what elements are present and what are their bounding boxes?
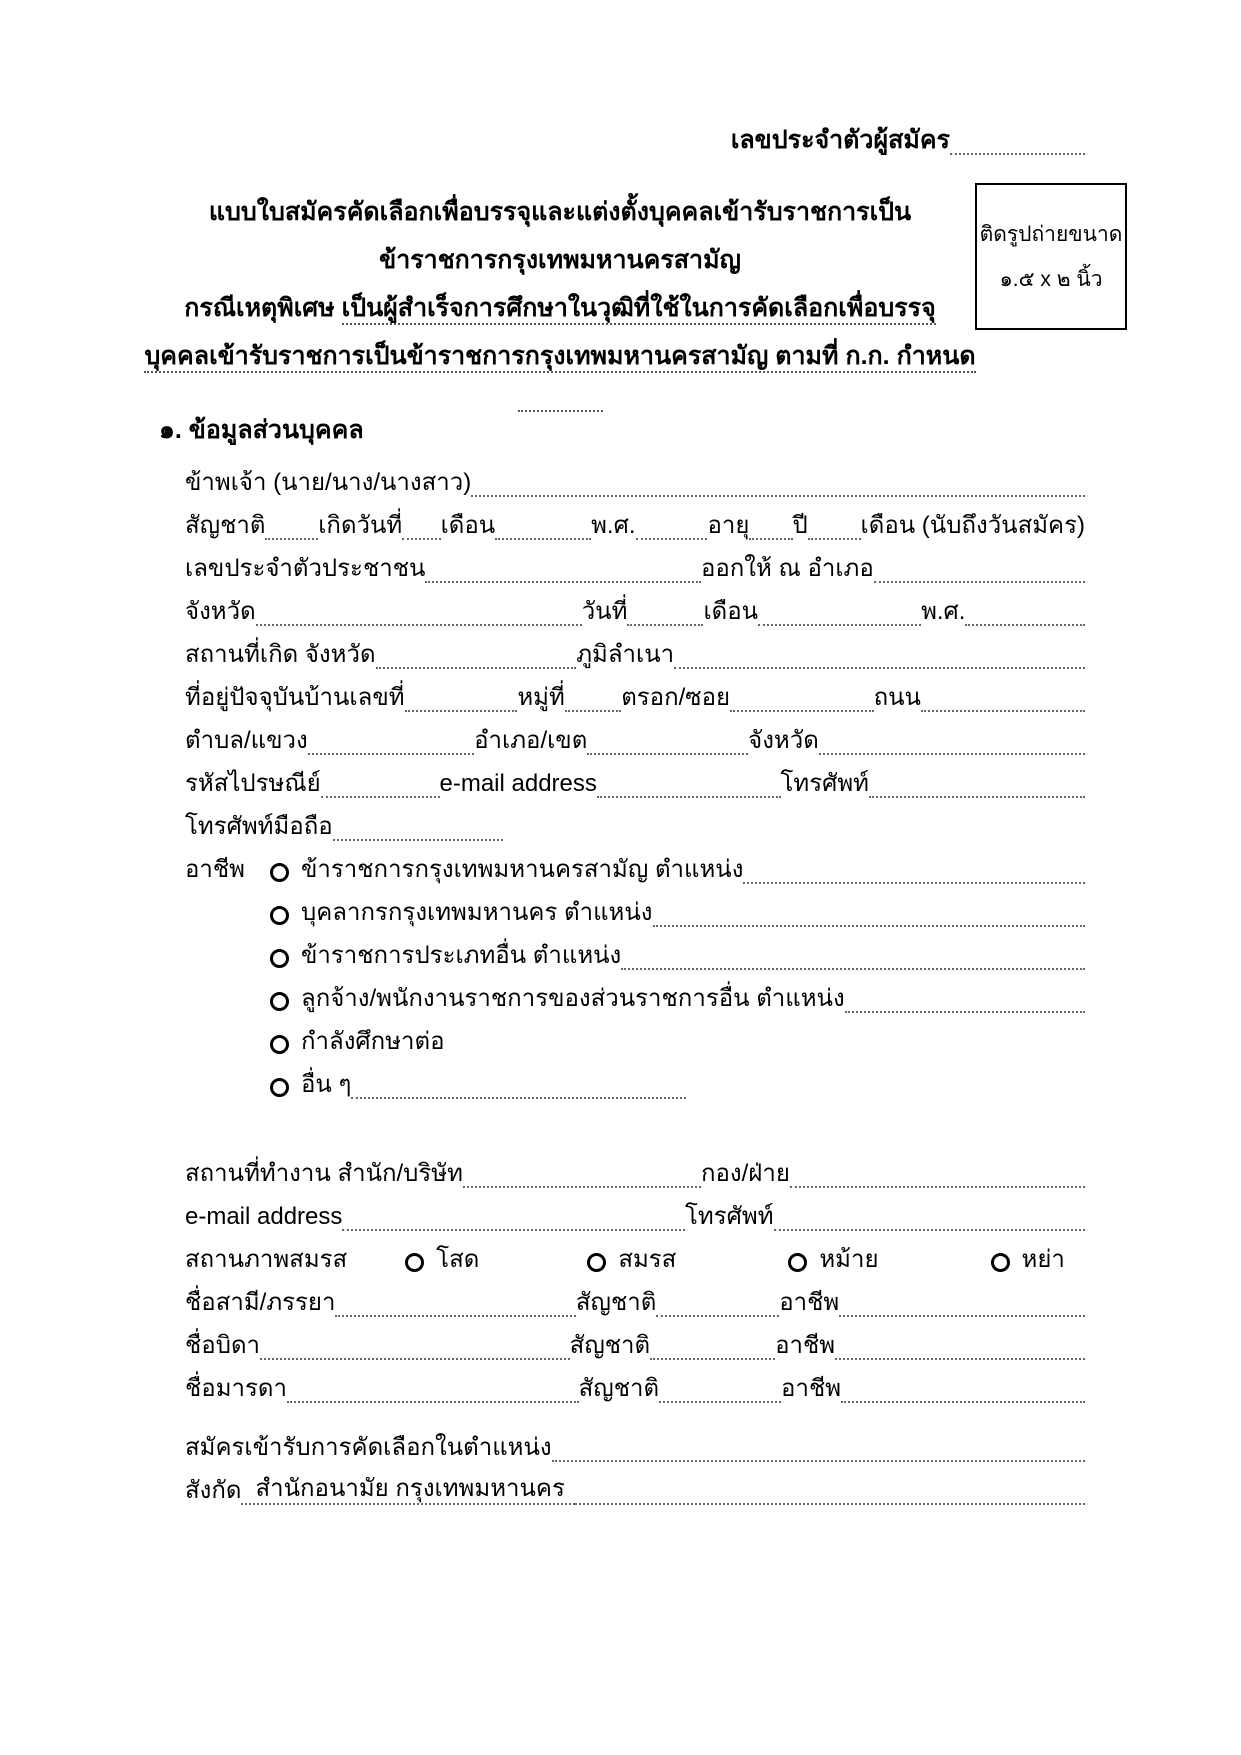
title-line-2: ข้าราชการกรุงเทพมหานครสามัญ (379, 246, 741, 274)
occupation-option-2-row (185, 884, 1085, 927)
father-nationality-label: สัญชาติ (569, 1332, 651, 1360)
marital-single-radio[interactable] (405, 1253, 424, 1272)
spouse-name-blank[interactable] (335, 1309, 575, 1317)
issue-day-label: วันที่ (581, 598, 628, 626)
apply-position-label: สมัครเข้ารับการคัดเลือกในตำแหน่ง (185, 1434, 552, 1462)
marital-divorced-label: หย่า (1021, 1246, 1065, 1274)
work-email-blank[interactable] (342, 1223, 685, 1231)
road-label: ถนน (873, 684, 921, 712)
birthplace-label: สถานที่เกิด จังหวัด (185, 641, 376, 669)
nationality-label: สัญชาติ (185, 512, 266, 540)
affiliation-blank[interactable] (575, 1497, 1085, 1505)
division-label: กอง/ฝ่าย (700, 1160, 790, 1188)
title-line-3-underlined: เป็นผู้สำเร็จการศึกษาในวุฒิที่ใช้ในการคัดเลือกเพื่อบรรจุ (342, 294, 936, 325)
birthdate-label: เกิดวันที่ (318, 512, 403, 540)
photo-box-text-1: ติดรูปถ่ายขนาด (979, 222, 1123, 246)
spacer (185, 1099, 1085, 1145)
birth-month-blank[interactable] (495, 532, 591, 540)
spacer (185, 1403, 1085, 1419)
moo-label: หมู่ที่ (517, 684, 565, 712)
occupation-option-1-radio[interactable] (270, 863, 289, 882)
mother-nationality-label: สัญชาติ (578, 1375, 660, 1403)
father-name-label: ชื่อบิดา (185, 1332, 260, 1360)
marital-option-divorced (991, 1247, 1065, 1274)
district-blank[interactable] (587, 747, 748, 755)
affiliation-value: สำนักอนามัย กรุงเทพมหานคร (241, 1476, 574, 1505)
applicant-number-row (731, 126, 1085, 155)
photo-box-text-2: ๑.๕ x ๒ นิ้ว (999, 267, 1103, 291)
mobile-row (185, 798, 1085, 841)
issue-year-label: พ.ศ. (921, 598, 966, 626)
occupation-option-5-row (185, 1013, 1085, 1056)
apply-position-row (185, 1419, 1085, 1462)
form-title (140, 188, 980, 428)
marital-single-label: โสด (436, 1246, 480, 1274)
occupation-option-4-label: ลูกจ้าง/พนักงานราชการของส่วนราชการอื่น ตำแหน่ง (301, 985, 845, 1013)
division-blank[interactable] (790, 1180, 1085, 1188)
spouse-nationality-blank[interactable] (656, 1309, 779, 1317)
marital-status-row (185, 1231, 1085, 1274)
citizen-id-blank[interactable] (425, 575, 701, 583)
father-occupation-label: อาชีพ (775, 1332, 836, 1360)
subdistrict-label: ตำบล/แขวง (185, 727, 308, 755)
age-months-blank[interactable] (808, 532, 861, 540)
issue-day-blank[interactable] (627, 618, 703, 626)
title-line-3-prefix: กรณีเหตุพิเศษ (184, 294, 335, 322)
nationality-blank[interactable] (265, 532, 318, 540)
occupation-option-3-position-blank[interactable] (621, 962, 1085, 970)
father-occupation-blank[interactable] (835, 1352, 1085, 1360)
occupation-option-5-radio[interactable] (270, 1035, 289, 1054)
id-issue-province-row (185, 583, 1085, 626)
marital-married-label: สมรส (618, 1246, 677, 1274)
name-blank[interactable] (471, 489, 1085, 497)
marital-married-radio[interactable] (587, 1253, 606, 1272)
spouse-occupation-label: อาชีพ (779, 1289, 840, 1317)
birthplace-blank[interactable] (376, 661, 577, 669)
occupation-option-6-label: อื่น ๆ (301, 1071, 352, 1099)
occupation-option-1-row (185, 841, 1085, 884)
birth-month-label: เดือน (440, 512, 496, 540)
father-nationality-blank[interactable] (650, 1352, 775, 1360)
work-email-row (185, 1188, 1085, 1231)
occupation-option-4-position-blank[interactable] (845, 1005, 1085, 1013)
spouse-row (185, 1274, 1085, 1317)
issued-at-blank[interactable] (874, 575, 1085, 583)
issue-month-blank[interactable] (758, 618, 921, 626)
occupation-option-3-row (185, 927, 1085, 970)
occupation-label: อาชีพ (185, 856, 245, 884)
occupation-option-2-label: บุคลากรกรุงเทพมหานคร ตำแหน่ง (301, 899, 653, 927)
occupation-option-5-label: กำลังศึกษาต่อ (301, 1028, 445, 1056)
applicant-number-blank[interactable] (950, 147, 1085, 155)
address-no-blank[interactable] (405, 704, 518, 712)
age-years-blank[interactable] (749, 532, 792, 540)
age-label: อายุ (707, 512, 750, 540)
affiliation-label: สังกัด (185, 1477, 242, 1505)
title-line-4-underlined: บุคคลเข้ารับราชการเป็นข้าราชการกรุงเทพมหานครสามัญ ตามที่ ก.ก. กำหนด (144, 342, 975, 373)
mobile-label: โทรศัพท์มือถือ (185, 813, 333, 841)
marital-status-label: สถานภาพสมรส (185, 1246, 348, 1274)
spouse-nationality-label: สัญชาติ (575, 1289, 657, 1317)
marital-widowed-label: หม้าย (819, 1246, 879, 1274)
apply-position-blank[interactable] (552, 1454, 1085, 1462)
citizen-id-label: เลขประจำตัวประชาชน (185, 555, 426, 583)
issue-year-blank[interactable] (965, 618, 1085, 626)
name-label: ข้าพเจ้า (นาย/นาง/นางสาว) (185, 469, 472, 497)
district-label: อำเภอ/เขต (474, 727, 588, 755)
title-line-3 (140, 284, 980, 332)
workplace-blank[interactable] (463, 1180, 701, 1188)
citizen-id-row (185, 540, 1085, 583)
work-phone-label: โทรศัพท์ (685, 1203, 774, 1231)
mother-occupation-label: อาชีพ (781, 1375, 842, 1403)
occupation-option-1-position-blank[interactable] (743, 876, 1085, 884)
mother-name-label: ชื่อมารดา (185, 1375, 287, 1403)
email-blank[interactable] (597, 790, 781, 798)
age-month-unit-label: เดือน (นับถึงวันสมัคร) (860, 512, 1085, 540)
road-blank[interactable] (921, 704, 1085, 712)
birthdate-blank[interactable] (402, 532, 440, 540)
address-province-blank[interactable] (819, 747, 1085, 755)
issue-province-label: จังหวัด (185, 598, 256, 626)
postcode-label: รหัสไปรษณีย์ (185, 770, 321, 798)
birth-year-blank[interactable] (636, 532, 708, 540)
domicile-blank[interactable] (674, 661, 1085, 669)
section-1-heading: ๑. ข้อมูลส่วนบุคคล (159, 416, 364, 444)
subdistrict-blank[interactable] (308, 747, 474, 755)
father-name-blank[interactable] (260, 1352, 570, 1360)
nationality-birth-row (185, 497, 1085, 540)
domicile-label: ภูมิลำเนา (576, 641, 675, 669)
mother-name-blank[interactable] (287, 1395, 579, 1403)
workplace-label: สถานที่ทำงาน สำนัก/บริษัท (185, 1160, 463, 1188)
title-line-1: แบบใบสมัครคัดเลือกเพื่อบรรจุและแต่งตั้งบุคคลเข้ารับราชการเป็น (208, 198, 912, 226)
work-phone-blank[interactable] (774, 1223, 1085, 1231)
postcode-row (185, 755, 1085, 798)
occupation-option-6-row (185, 1056, 1085, 1099)
photo-box (975, 183, 1127, 330)
address-no-label: ที่อยู่ปัจจุบันบ้านเลขที่ (185, 684, 405, 712)
soi-label: ตรอก/ซอย (621, 684, 731, 712)
issue-month-label: เดือน (703, 598, 759, 626)
occupation-option-6-blank[interactable] (351, 1091, 686, 1099)
phone-label: โทรศัพท์ (780, 770, 869, 798)
mother-nationality-blank[interactable] (659, 1395, 781, 1403)
email-label: e-mail address (439, 770, 597, 798)
soi-blank[interactable] (730, 704, 874, 712)
marital-widowed-radio[interactable] (788, 1253, 807, 1272)
mother-row (185, 1360, 1085, 1403)
father-row (185, 1317, 1085, 1360)
applicant-number-label: เลขประจำตัวผู้สมัคร (730, 126, 950, 154)
occupation-option-6-radio[interactable] (270, 1078, 289, 1097)
marital-option-single (405, 1247, 479, 1274)
address-province-label: จังหวัด (748, 727, 819, 755)
work-email-label: e-mail address (185, 1203, 343, 1231)
name-row (185, 454, 1085, 497)
age-year-unit-label: ปี (792, 512, 808, 540)
phone-blank[interactable] (869, 790, 1085, 798)
marital-divorced-radio[interactable] (991, 1253, 1010, 1272)
marital-option-widowed (788, 1247, 878, 1274)
birthplace-row (185, 626, 1085, 669)
spouse-name-label: ชื่อสามี/ภรรยา (185, 1289, 336, 1317)
workplace-row (185, 1145, 1085, 1188)
postcode-blank[interactable] (321, 790, 440, 798)
spouse-occupation-blank[interactable] (839, 1309, 1085, 1317)
mother-occupation-blank[interactable] (841, 1395, 1085, 1403)
occupation-option-1-label: ข้าราชการกรุงเทพมหานครสามัญ ตำแหน่ง (301, 856, 744, 884)
marital-option-married (587, 1247, 676, 1274)
affiliation-row (185, 1462, 1085, 1505)
occupation-option-4-radio[interactable] (270, 992, 289, 1011)
moo-blank[interactable] (565, 704, 621, 712)
occupation-option-2-position-blank[interactable] (653, 919, 1086, 927)
occupation-option-2-radio[interactable] (270, 906, 289, 925)
occupation-option-3-label: ข้าราชการประเภทอื่น ตำแหน่ง (301, 942, 622, 970)
issued-at-label: ออกให้ ณ อำเภอ (700, 555, 874, 583)
birth-year-label: พ.ศ. (591, 512, 636, 540)
mobile-blank[interactable] (333, 833, 503, 841)
issue-province-blank[interactable] (256, 618, 582, 626)
occupation-option-4-row (185, 970, 1085, 1013)
address-row (185, 669, 1085, 712)
occupation-option-3-radio[interactable] (270, 949, 289, 968)
subdistrict-row (185, 712, 1085, 755)
section-1 (159, 410, 1085, 1505)
